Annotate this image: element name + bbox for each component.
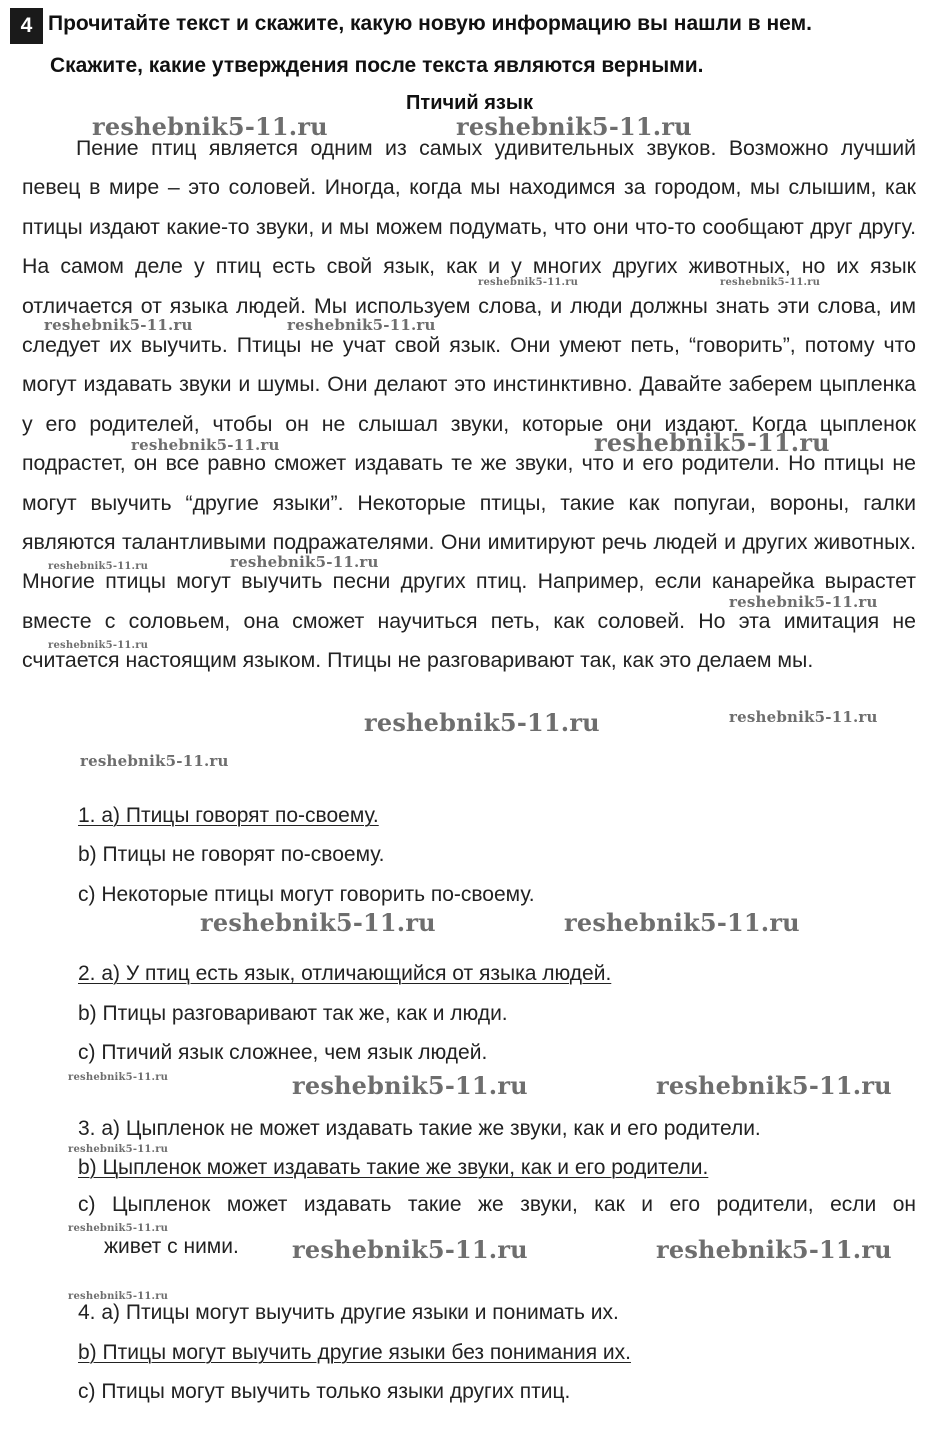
watermark: reshebnik5-11.ru	[200, 908, 436, 937]
watermark: reshebnik5-11.ru	[44, 316, 193, 334]
watermark: reshebnik5-11.ru	[131, 436, 280, 454]
story-title: Птичий язык	[406, 92, 533, 114]
watermark: reshebnik5-11.ru	[720, 277, 821, 288]
watermark: reshebnik5-11.ru	[292, 1071, 528, 1100]
q4-option-a: 4. а) Птицы могут выучить другие языки и понимать их.	[78, 1301, 619, 1324]
watermark: reshebnik5-11.ru	[456, 112, 692, 141]
watermark: reshebnik5-11.ru	[594, 428, 830, 457]
watermark: reshebnik5-11.ru	[364, 708, 600, 737]
q2-option-a: 2. а) У птиц есть язык, отличающийся от языка людей.	[78, 962, 612, 985]
q1-option-a: 1. а) Птицы говорят по-своему.	[78, 804, 379, 827]
instruction-line-2: Скажите, какие утверждения после текста являются верными.	[50, 54, 704, 77]
watermark: reshebnik5-11.ru	[68, 1072, 169, 1083]
q3-option-c: c) Цыпленок может издавать такие же звуки, как и его родители, если он	[78, 1193, 916, 1216]
watermark: reshebnik5-11.ru	[656, 1071, 892, 1100]
watermark: reshebnik5-11.ru	[80, 752, 229, 770]
instruction-line-1: Прочитайте текст и скажите, какую новую информацию вы нашли в нем.	[48, 12, 812, 35]
story-paragraph: Пение птиц является одним из самых удивительных звуков. Возможно лучший певец в мире – это соловей. Иногда, когда мы находимся за городом, мы слышим, как птицы издают какие-то звуки, и мы можем подумать, что они что-то сообщают друг другу. На самом деле у птиц есть свой язык, как и у многих других животных, но их язык отличается от языка людей. Мы используем слова, и люди должны знать эти слова, им следует их выучить. Птицы не учат свой язык. Они умеют петь, “говорить”, потому что могут издавать звуки и шумы. Они делают это инстинктивно. Давайте заберем цыпленка у его родителей, чтобы он не слышал звуки, которые они издают. Когда цыпленок подрастет, он все равно сможет издавать те же звуки, что и его родители. Но птицы не могут выучить “другие языки”. Некоторые птицы, такие как попугаи, вороны, галки являются талантливыми подражателями. Они имитируют речь людей и других животных. Многие птицы могут выучить песни других птиц. Например, если канарейка вырастет вместе с соловьем, она сможет научиться петь, как соловей. Но эта имитация не считается настоящим языком. Птицы не разговаривают так, как это делаем мы.	[22, 136, 916, 673]
q3-option-b: b) Цыпленок может издавать такие же звуки, как и его родители.	[78, 1156, 709, 1179]
watermark: reshebnik5-11.ru	[287, 316, 436, 334]
watermark: reshebnik5-11.ru	[729, 708, 878, 726]
watermark: reshebnik5-11.ru	[48, 640, 149, 651]
watermark: reshebnik5-11.ru	[478, 277, 579, 288]
q4-option-c: c) Птицы могут выучить только языки других птиц.	[78, 1380, 571, 1403]
task-number-badge: 4	[10, 8, 43, 44]
q1-option-b: b) Птицы не говорят по-своему.	[78, 843, 385, 866]
q3-option-c-continuation: живет с ними.	[104, 1235, 239, 1258]
watermark: reshebnik5-11.ru	[656, 1235, 892, 1264]
q2-option-c: c) Птичий язык сложнее, чем язык людей.	[78, 1041, 488, 1064]
watermark: reshebnik5-11.ru	[48, 561, 149, 572]
watermark: reshebnik5-11.ru	[729, 593, 878, 611]
watermark: reshebnik5-11.ru	[230, 553, 379, 571]
watermark: reshebnik5-11.ru	[68, 1223, 169, 1234]
watermark: reshebnik5-11.ru	[92, 112, 328, 141]
watermark: reshebnik5-11.ru	[68, 1144, 169, 1155]
q1-option-c: c) Некоторые птицы могут говорить по-своему.	[78, 883, 535, 906]
q3-option-a: 3. а) Цыпленок не может издавать такие же звуки, как и его родители.	[78, 1117, 761, 1140]
q2-option-b: b) Птицы разговаривают так же, как и люди.	[78, 1002, 508, 1025]
watermark: reshebnik5-11.ru	[292, 1235, 528, 1264]
watermark: reshebnik5-11.ru	[564, 908, 800, 937]
q4-option-b: b) Птицы могут выучить другие языки без понимания их.	[78, 1341, 631, 1364]
watermark: reshebnik5-11.ru	[68, 1291, 169, 1302]
